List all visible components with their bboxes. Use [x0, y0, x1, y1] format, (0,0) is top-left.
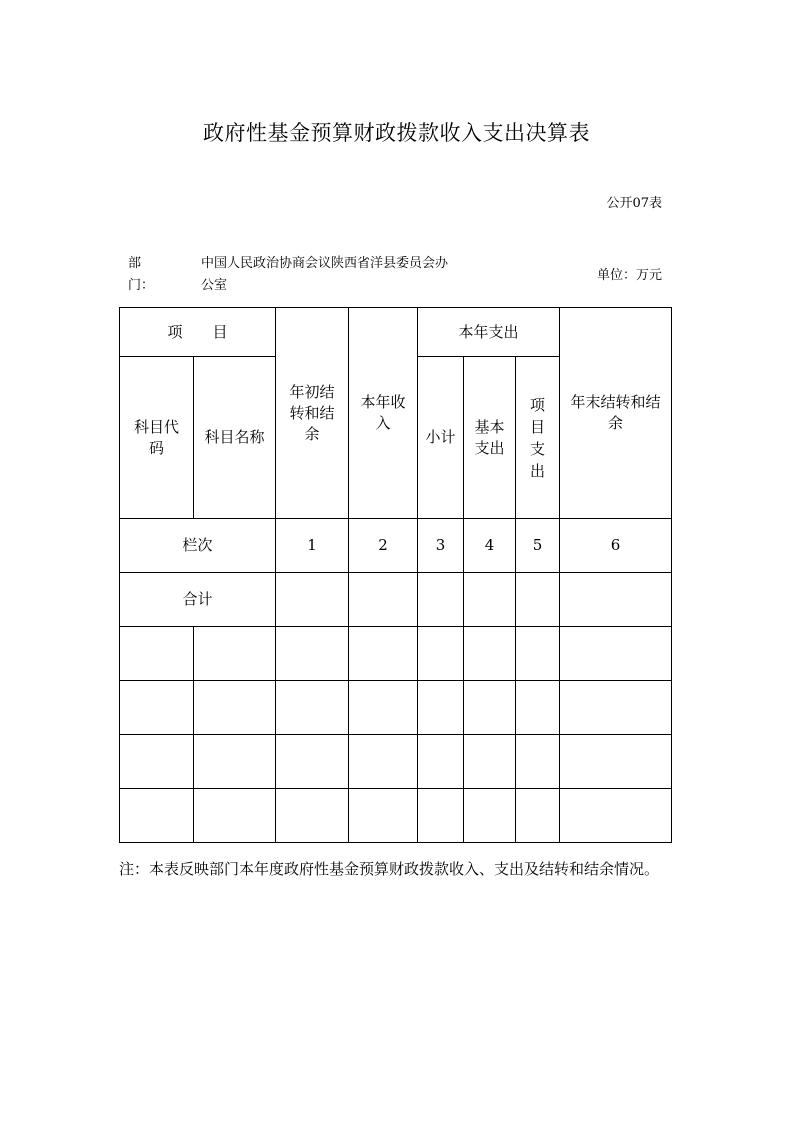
header-income	[349, 308, 418, 519]
table-cell	[560, 735, 672, 789]
table-cell	[276, 789, 349, 843]
table-cell	[464, 627, 516, 681]
table-cell	[516, 627, 560, 681]
department-name-line2: 公室	[201, 278, 228, 293]
department-label-line1: 部	[128, 256, 142, 271]
table-cell	[276, 681, 349, 735]
table-cell	[276, 573, 349, 627]
table-cell	[349, 789, 418, 843]
table-cell	[349, 681, 418, 735]
table-cell	[418, 735, 464, 789]
table-cell	[560, 789, 672, 843]
header-closing-balance-text: 年末结转和结余	[570, 393, 661, 432]
column-index-2: 2	[349, 519, 418, 573]
table-note: 注：本表反映部门本年度政府性基金预算财政拨款收入、支出及结转和结余情况。	[119, 860, 660, 878]
table-cell	[560, 573, 672, 627]
form-number: 公开07表	[606, 196, 662, 211]
table-cell	[276, 735, 349, 789]
table-cell	[349, 735, 418, 789]
header-name: 科目名称	[194, 357, 276, 519]
table-cell	[194, 627, 276, 681]
header-code-text: 科目代码	[133, 417, 179, 457]
header-basic-text: 基本支出	[474, 417, 505, 457]
table-row	[120, 789, 672, 843]
header-project	[516, 357, 560, 519]
column-index-1: 1	[276, 519, 349, 573]
table-cell	[120, 735, 194, 789]
header-expenditure: 本年支出	[418, 308, 560, 357]
table-cell	[194, 789, 276, 843]
table-cell	[120, 789, 194, 843]
department-name	[201, 253, 471, 297]
department-label-line2: 门：	[128, 278, 155, 293]
table-cell	[194, 735, 276, 789]
table-row	[120, 735, 672, 789]
table-cell	[464, 789, 516, 843]
table-cell	[349, 573, 418, 627]
column-index-3: 3	[418, 519, 464, 573]
table-cell	[418, 627, 464, 681]
header-opening-balance-text: 年初结转和结余	[289, 382, 335, 443]
table-cell	[464, 573, 516, 627]
department-name-line1: 中国人民政治协商会议陕西省洋县委员会办	[201, 256, 449, 271]
header-subtotal: 小计	[418, 357, 464, 519]
page-title: 政府性基金预算财政拨款收入支出决算表	[203, 121, 590, 145]
table-cell	[516, 573, 560, 627]
table-cell	[464, 735, 516, 789]
department-label	[128, 253, 168, 297]
table-row	[120, 681, 672, 735]
fund-table	[119, 307, 672, 843]
header-opening-balance	[276, 308, 349, 519]
table-cell	[516, 681, 560, 735]
table-row	[120, 627, 672, 681]
header-closing-balance	[560, 308, 672, 519]
column-index-4: 4	[464, 519, 516, 573]
table-cell	[560, 627, 672, 681]
table-cell	[418, 573, 464, 627]
total-label: 合计	[120, 573, 276, 627]
total-row	[120, 573, 672, 627]
column-index-label: 栏次	[120, 519, 276, 573]
table-cell	[418, 789, 464, 843]
table-cell	[120, 681, 194, 735]
header-item: 项 目	[120, 308, 276, 357]
table-cell	[276, 627, 349, 681]
table-cell	[194, 681, 276, 735]
column-index-row	[120, 519, 672, 573]
table-cell	[120, 627, 194, 681]
table-cell	[516, 735, 560, 789]
table-cell	[560, 681, 672, 735]
header-project-text: 项目支出	[530, 395, 546, 480]
table-cell	[516, 789, 560, 843]
table-cell	[418, 681, 464, 735]
header-basic	[464, 357, 516, 519]
header-code	[120, 357, 194, 519]
table-cell	[464, 681, 516, 735]
column-index-6: 6	[560, 519, 672, 573]
header-income-text: 本年收入	[360, 393, 406, 432]
unit-label: 单位：万元	[596, 268, 662, 283]
table-cell	[349, 627, 418, 681]
column-index-5: 5	[516, 519, 560, 573]
